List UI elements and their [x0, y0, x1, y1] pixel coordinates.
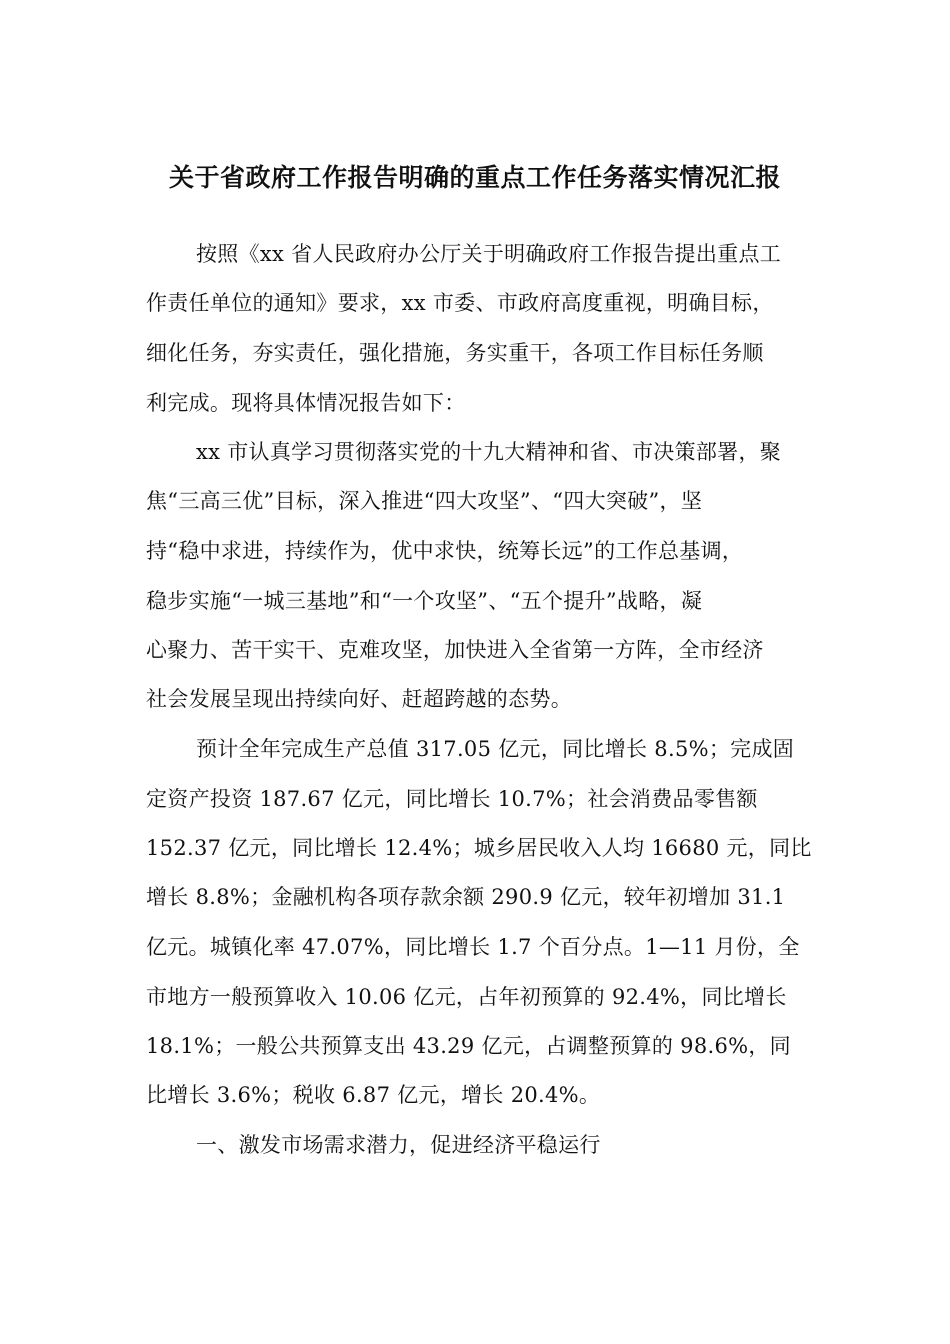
- paragraph-1-line-1: 按照《xx 省人民政府办公厅关于明确政府工作报告提出重点工: [196, 242, 782, 266]
- paragraph-3-line-5: 亿元。城镇化率 47.07%，同比增长 1.7 个百分点。1—11 月份，全: [146, 935, 800, 959]
- paragraph-3-line-6: 市地方一般预算收入 10.06 亿元，占年初预算的 92.4%，同比增长: [146, 985, 787, 1009]
- paragraph-3-line-4: 增长 8.8%；金融机构各项存款余额 290.9 亿元，较年初增加 31.1: [146, 885, 786, 909]
- paragraph-3-line-7: 18.1%；一般公共预算支出 43.29 亿元，占调整预算的 98.6%，同: [146, 1034, 791, 1058]
- paragraph-3-line-1: 预计全年完成生产总值 317.05 亿元，同比增长 8.5%；完成固: [196, 737, 795, 761]
- paragraph-2-line-3: 持“稳中求进，持续作为，优中求快，统筹长远”的工作总基调，: [146, 539, 744, 563]
- page-title: 关于省政府工作报告明确的重点工作任务落实情况汇报: [168, 163, 781, 192]
- paragraph-3-line-3: 152.37 亿元，同比增长 12.4%；城乡居民收入人均 16680 元，同比: [146, 836, 812, 860]
- paragraph-2-line-6: 社会发展呈现出持续向好、赶超跨越的态势。: [146, 687, 572, 711]
- paragraph-3-line-8: 比增长 3.6%；税收 6.87 亿元，增长 20.4%。: [146, 1083, 601, 1107]
- section-heading-1: 一、激发市场需求潜力，促进经济平稳运行: [196, 1133, 601, 1157]
- paragraph-2-line-1: xx 市认真学习贯彻落实党的十九大精神和省、市决策部署，聚: [196, 440, 782, 464]
- paragraph-1-line-2: 作责任单位的通知》要求，xx 市委、市政府高度重视，明确目标，: [146, 291, 774, 315]
- paragraph-2-line-5: 心聚力、苦干实干、克难攻坚，加快进入全省第一方阵，全市经济: [146, 638, 764, 662]
- paragraph-2-line-4: 稳步实施“一城三基地”和“一个攻坚”、“五个提升”战略，凝: [146, 589, 703, 613]
- paragraph-1-line-3: 细化任务，夯实责任，强化措施，务实重干，各项工作目标任务顺: [146, 341, 764, 365]
- paragraph-2-line-2: 焦“三高三优”目标，深入推进“四大攻坚”、“四大突破”，坚: [146, 489, 703, 513]
- paragraph-3-line-2: 定资产投资 187.67 亿元，同比增长 10.7%；社会消费品零售额: [146, 787, 758, 811]
- paragraph-1-line-4: 利完成。现将具体情况报告如下：: [146, 391, 466, 415]
